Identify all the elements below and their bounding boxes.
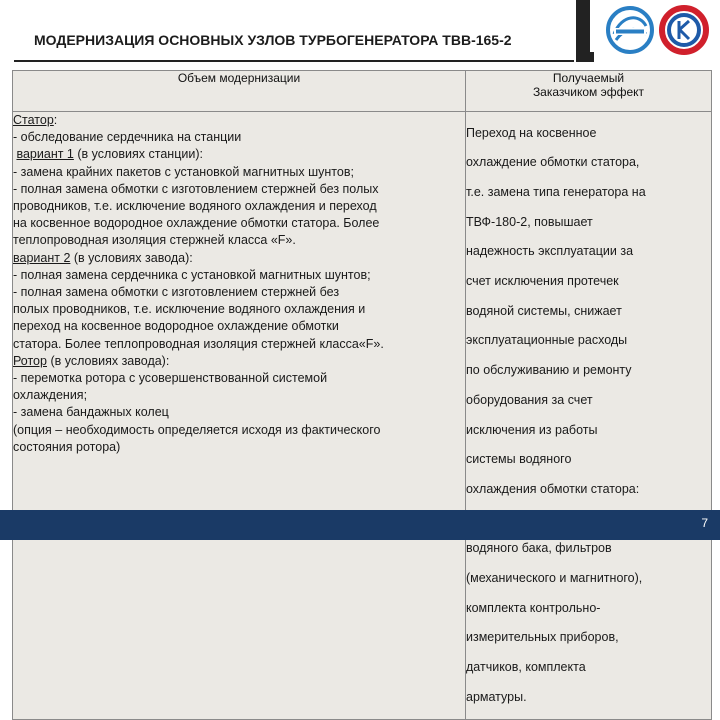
table-row <box>13 112 712 720</box>
scope-line: охлаждения; <box>13 388 88 403</box>
swirl-logo-icon <box>604 4 656 56</box>
scope-line: - перемотка ротора с усовершенствованной системой <box>13 371 328 386</box>
k-ring-logo-icon <box>658 4 710 56</box>
effect-line: т.е. замена типа генератора на <box>466 184 646 199</box>
effect-line: комплекта контрольно- <box>466 600 601 615</box>
effect-line: арматуры. <box>466 689 527 704</box>
col-header-effect-line2: Заказчиком эффект <box>532 85 645 99</box>
scope-line: статора. Более теплопроводная изоляция стержней класса«F». <box>13 336 384 351</box>
variant1-heading: вариант 1 (в условиях станции): <box>16 147 203 162</box>
modernization-table <box>12 70 712 720</box>
header-bar-tick <box>590 52 594 62</box>
col-header-effect <box>466 71 712 112</box>
effect-line: измерительных приборов, <box>466 630 619 645</box>
table-header-row <box>13 71 712 112</box>
effect-cell <box>466 112 712 720</box>
scope-line: проводников, т.е. исключение водяного охлаждения и переход <box>13 199 377 214</box>
scope-line: - обследование сердечника на станции <box>13 130 242 145</box>
scope-line: теплопроводная изоляция стержней класса «F». <box>13 233 296 248</box>
effect-line: исключения из работы <box>466 422 598 437</box>
scope-line: (опция – необходимость определяется исходя из фактического <box>13 422 381 437</box>
scope-line: - полная замена обмотки с изготовлением стержней без <box>13 285 340 300</box>
effect-line: по обслуживанию и ремонту <box>466 363 632 378</box>
scope-line: на косвенное водородное охлаждение обмотки статора. Более <box>13 216 380 231</box>
scope-line: состояния ротора) <box>13 439 121 454</box>
page-number: 7 <box>701 516 708 530</box>
effect-line: надежность эксплуатации за <box>466 244 634 259</box>
effect-line: охлаждения обмотки статора: <box>466 481 640 496</box>
effect-line: ТВФ-180-2, повышает <box>466 214 593 229</box>
effect-line: охлаждение обмотки статора, <box>466 155 640 170</box>
scope-cell <box>13 112 466 720</box>
effect-line: эксплуатационные расходы <box>466 333 628 348</box>
effect-line: счет исключения протечек <box>466 274 619 289</box>
page-title: МОДЕРНИЗАЦИЯ ОСНОВНЫХ УЗЛОВ ТУРБОГЕНЕРАТОРА ТВВ-165-2 <box>34 32 512 48</box>
effect-line: датчиков, комплекта <box>466 660 586 675</box>
scope-line: - полная замена обмотки с изготовлением стержней без полых <box>13 181 379 196</box>
effect-line: (механического и магнитного), <box>466 571 643 586</box>
effect-line: водяного бака, фильтров <box>466 541 612 556</box>
scope-line: - замена бандажных колец <box>13 405 169 420</box>
effect-line: Переход на косвенное <box>466 125 597 140</box>
col-header-scope-label: Объем модернизации <box>177 71 301 85</box>
col-header-effect-line1: Получаемый <box>552 71 625 85</box>
scope-line: переход на косвенное водородное охлаждение обмотки <box>13 319 339 334</box>
footer-bar <box>0 510 720 540</box>
scope-line: - замена крайних пакетов с установкой магнитных шунтов; <box>13 164 354 179</box>
variant2-heading: вариант 2 (в условиях завода): <box>13 250 193 265</box>
scope-line: полых проводников, т.е. исключение водяного охлаждения и <box>13 302 366 317</box>
effect-line: оборудования за счет <box>466 392 593 407</box>
slide-header <box>0 0 720 68</box>
col-header-scope <box>13 71 466 112</box>
stator-heading: Статор: <box>13 113 58 127</box>
header-vertical-bar <box>576 0 590 62</box>
rotor-heading: Ротор (в условиях завода): <box>13 353 170 368</box>
scope-line: - полная замена сердечника с установкой магнитных шунтов; <box>13 267 371 282</box>
title-underline <box>14 60 574 62</box>
effect-line: системы водяного <box>466 452 572 467</box>
effect-line: водяной системы, снижает <box>466 303 622 318</box>
